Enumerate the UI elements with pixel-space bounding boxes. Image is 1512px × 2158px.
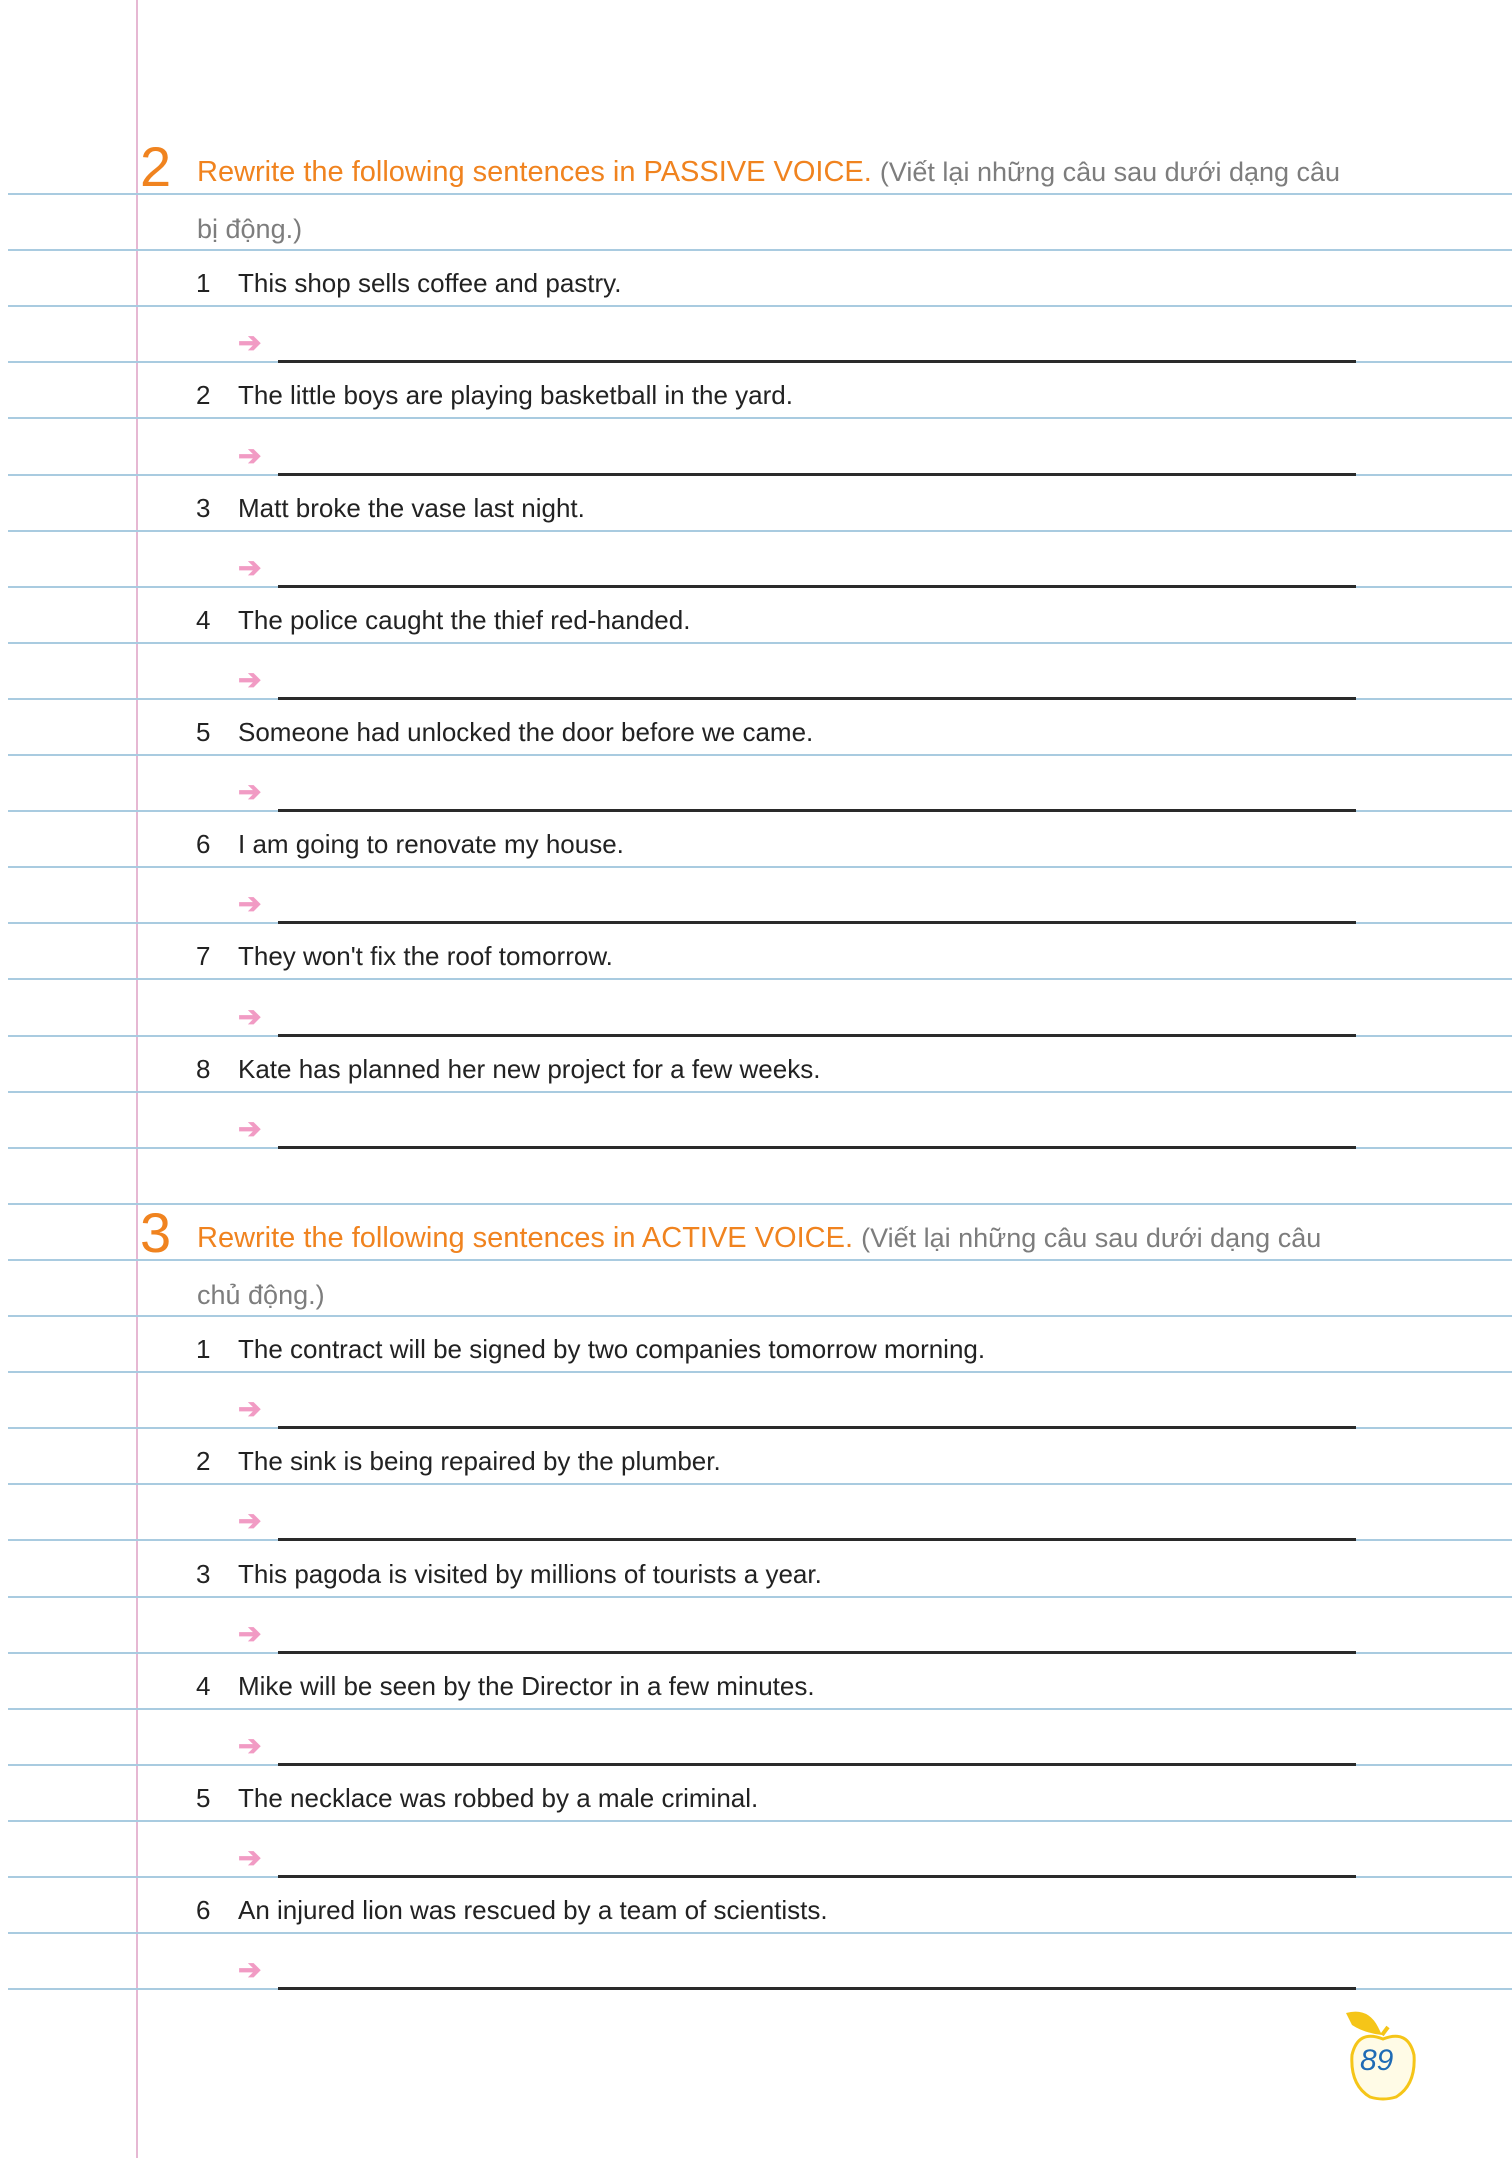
arrow-right-icon: ➔ bbox=[238, 1112, 262, 1144]
item-sentence: Mike will be seen by the Director in a few minutes. bbox=[238, 1670, 815, 1701]
arrow-right-icon: ➔ bbox=[238, 1505, 262, 1537]
answer-line-input[interactable] bbox=[278, 1621, 1356, 1654]
arrow-right-icon: ➔ bbox=[238, 551, 262, 583]
ruled-row bbox=[0, 530, 1512, 586]
arrow-right-icon: ➔ bbox=[238, 888, 262, 920]
item-sentence: Someone had unlocked the door before we came. bbox=[238, 717, 814, 747]
ruled-row bbox=[0, 1540, 1512, 1596]
answer-line-input[interactable] bbox=[278, 779, 1356, 812]
translation-text: (Viết lại những câu sau dưới dạng câu bbox=[861, 1222, 1322, 1253]
item-sentence: An injured lion was rescued by a team of scientists. bbox=[238, 1895, 828, 1926]
ruled-row bbox=[0, 754, 1512, 810]
ruled-row bbox=[0, 1764, 1512, 1820]
item-sentence: Kate has planned her new project for a few weeks. bbox=[238, 1053, 821, 1084]
exercise-number: 2 bbox=[140, 135, 172, 198]
item-sentence: The police caught the thief red-handed. bbox=[238, 604, 691, 635]
answer-line-input[interactable] bbox=[278, 891, 1356, 924]
item-number: 3 bbox=[196, 1558, 211, 1589]
item-sentence: This shop sells coffee and pastry. bbox=[238, 268, 622, 299]
item-number: 6 bbox=[196, 829, 211, 860]
answer-line-input[interactable] bbox=[278, 1508, 1356, 1541]
ruled-row bbox=[0, 698, 1512, 754]
ruled-row bbox=[0, 922, 1512, 978]
ruled-row bbox=[0, 193, 1512, 249]
ruled-row bbox=[0, 1147, 1512, 1203]
arrow-right-icon: ➔ bbox=[238, 439, 262, 471]
item-sentence: They won't fix the roof tomorrow. bbox=[238, 941, 613, 972]
item-number: 6 bbox=[196, 1895, 211, 1926]
ruled-row bbox=[0, 642, 1512, 698]
arrow-right-icon: ➔ bbox=[238, 1729, 262, 1761]
answer-line-input[interactable] bbox=[278, 443, 1356, 476]
ruled-row bbox=[0, 249, 1512, 305]
answer-line-input[interactable] bbox=[278, 1845, 1356, 1878]
ruled-row bbox=[0, 1483, 1512, 1539]
item-number: 1 bbox=[196, 268, 211, 299]
exercise-number: 3 bbox=[140, 1200, 172, 1264]
ruled-row bbox=[0, 1091, 1512, 1147]
answer-line-input[interactable] bbox=[278, 1004, 1356, 1037]
item-number: 1 bbox=[196, 1334, 211, 1365]
item-sentence: I am going to renovate my house. bbox=[238, 829, 624, 860]
ruled-row bbox=[0, 1596, 1512, 1652]
answer-line-input[interactable] bbox=[278, 1396, 1356, 1429]
item-sentence: Matt broke the vase last night. bbox=[238, 492, 585, 523]
ruled-row bbox=[0, 1708, 1512, 1764]
translation-text: (Viết lại những câu sau dưới dạng câu bbox=[879, 157, 1341, 187]
arrow-right-icon: ➔ bbox=[238, 776, 262, 808]
ruled-row bbox=[0, 979, 1512, 1035]
page-number: 89 bbox=[1360, 2044, 1394, 2077]
answer-line-input[interactable] bbox=[278, 1957, 1356, 1990]
translation-text-continued: chủ động.) bbox=[197, 1280, 325, 1310]
item-number: 2 bbox=[196, 1446, 211, 1477]
ruled-row bbox=[0, 1200, 1512, 1264]
item-number: 3 bbox=[196, 492, 211, 523]
item-number: 2 bbox=[196, 380, 211, 411]
ruled-row bbox=[0, 1652, 1512, 1708]
arrow-right-icon: ➔ bbox=[238, 1617, 262, 1649]
ruled-row bbox=[0, 1427, 1512, 1483]
item-number: 4 bbox=[196, 604, 211, 635]
answer-line-input[interactable] bbox=[278, 1733, 1356, 1766]
arrow-right-icon: ➔ bbox=[238, 1842, 262, 1873]
answer-line-input[interactable] bbox=[278, 1116, 1356, 1149]
ruled-row bbox=[0, 1876, 1512, 1932]
arrow-right-icon: ➔ bbox=[238, 1393, 262, 1425]
item-sentence: The sink is being repaired by the plumber. bbox=[238, 1446, 721, 1477]
item-sentence: The necklace was robbed by a male criminal. bbox=[238, 1782, 759, 1813]
ruled-row bbox=[0, 361, 1512, 417]
ruled-row bbox=[0, 1932, 1512, 1988]
ruled-row bbox=[0, 866, 1512, 922]
exercise-instruction bbox=[197, 156, 1340, 189]
answer-line-input[interactable] bbox=[278, 667, 1356, 700]
answer-line-input[interactable] bbox=[278, 330, 1356, 363]
translation-text-continued: bị động.) bbox=[197, 214, 303, 245]
arrow-right-icon: ➔ bbox=[238, 663, 262, 695]
ruled-row bbox=[0, 135, 1512, 198]
ruled-row bbox=[0, 1259, 1512, 1315]
answer-line-input[interactable] bbox=[278, 555, 1356, 588]
ruled-row bbox=[0, 1371, 1512, 1427]
arrow-right-icon: ➔ bbox=[238, 1954, 262, 1986]
instruction-text: Rewrite the following sentences in PASSIVE VOICE. bbox=[197, 156, 872, 188]
item-sentence: The contract will be signed by two companies tomorrow morning. bbox=[238, 1334, 986, 1365]
item-number: 7 bbox=[196, 941, 211, 972]
ruled-row bbox=[0, 810, 1512, 866]
item-sentence: This pagoda is visited by millions of tourists a year. bbox=[238, 1558, 822, 1589]
item-number: 5 bbox=[196, 1782, 211, 1813]
ruled-row bbox=[0, 1820, 1512, 1876]
arrow-right-icon: ➔ bbox=[238, 327, 262, 359]
item-sentence: The little boys are playing basketball in the yard. bbox=[238, 380, 793, 411]
ruled-row bbox=[0, 1035, 1512, 1091]
instruction-text: Rewrite the following sentences in ACTIVE VOICE. bbox=[197, 1221, 854, 1254]
ruled-row bbox=[0, 586, 1512, 642]
ruled-row bbox=[0, 1315, 1512, 1371]
item-number: 5 bbox=[196, 717, 211, 747]
ruled-row bbox=[0, 418, 1512, 474]
arrow-right-icon: ➔ bbox=[238, 1000, 262, 1032]
item-number: 4 bbox=[196, 1670, 211, 1701]
ruled-row bbox=[0, 474, 1512, 530]
exercise-instruction bbox=[197, 1222, 1321, 1255]
ruled-row bbox=[0, 305, 1512, 361]
item-number: 8 bbox=[196, 1053, 211, 1084]
